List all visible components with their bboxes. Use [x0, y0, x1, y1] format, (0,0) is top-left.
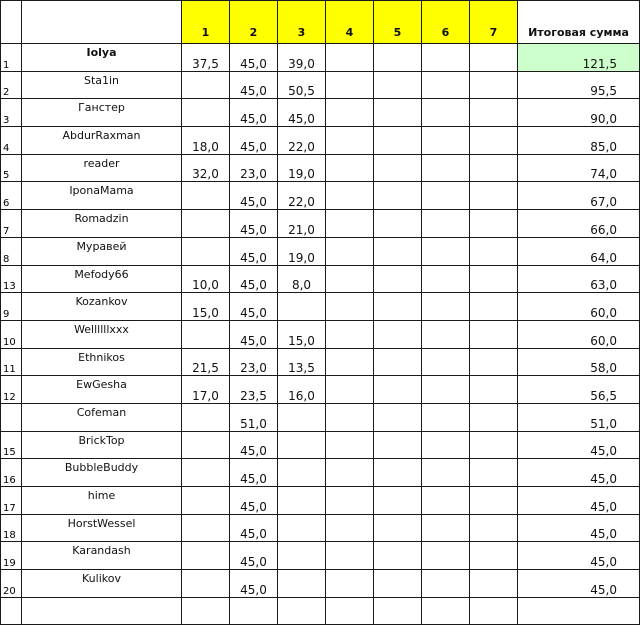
table-row	[1, 514, 640, 542]
stage-2-score-cell[interactable]: 45,0	[230, 44, 278, 72]
total-score-cell[interactable]: 58,0	[518, 348, 640, 376]
player-name-cell[interactable]: hime	[22, 487, 182, 515]
player-name-cell[interactable]: Iolya	[22, 44, 182, 72]
table-row	[1, 210, 640, 238]
total-score-cell[interactable]: 45,0	[518, 570, 640, 598]
player-name-cell[interactable]: Wellllllxxx	[22, 320, 182, 348]
stage-1-score-cell[interactable]: 18,0	[182, 127, 230, 155]
player-name-cell[interactable]: BrickTop	[22, 431, 182, 459]
stage-4-score-cell[interactable]	[326, 459, 374, 487]
player-name-cell[interactable]: BubbleBuddy	[22, 459, 182, 487]
stage-7-score-cell[interactable]	[470, 514, 518, 542]
player-name-cell[interactable]: Ethnikos	[22, 348, 182, 376]
rank-cell[interactable]: 9	[1, 293, 22, 321]
stage-5-score-cell[interactable]	[374, 487, 422, 515]
player-name-cell[interactable]: Kozankov	[22, 293, 182, 321]
stage-4-score-cell[interactable]	[326, 237, 374, 265]
rank-cell[interactable]: 4	[1, 127, 22, 155]
table-row	[1, 376, 640, 404]
stage-6-score-cell[interactable]	[422, 514, 470, 542]
stage-2-score-cell[interactable]: 45,0	[230, 71, 278, 99]
stage-4-score-cell[interactable]	[326, 99, 374, 127]
stage-4-score-cell[interactable]	[326, 348, 374, 376]
stage-2-score-cell[interactable]: 45,0	[230, 542, 278, 570]
stage-3-score-cell[interactable]: 22,0	[278, 182, 326, 210]
stage-6-score-cell[interactable]	[422, 99, 470, 127]
total-score-cell[interactable]: 45,0	[518, 459, 640, 487]
stage-2-score-cell[interactable]: 23,0	[230, 348, 278, 376]
header-total-cell[interactable]: Итоговая сумма	[518, 1, 640, 44]
stage-3-score-cell[interactable]: 39,0	[278, 44, 326, 72]
stage-7-score-cell[interactable]	[470, 99, 518, 127]
stage-6-score-cell[interactable]	[422, 154, 470, 182]
stage-4-score-cell[interactable]	[326, 514, 374, 542]
rank-cell[interactable]: 18	[1, 514, 22, 542]
stage-1-score-cell[interactable]	[182, 237, 230, 265]
stage-5-score-cell[interactable]	[374, 293, 422, 321]
stage-6-score-cell[interactable]	[422, 71, 470, 99]
player-name-cell[interactable]: Ганстер	[22, 99, 182, 127]
stage-5-score-cell[interactable]	[374, 431, 422, 459]
rank-cell[interactable]: 5	[1, 154, 22, 182]
stage-1-score-cell[interactable]: 37,5	[182, 44, 230, 72]
player-name-cell[interactable]: Cofeman	[22, 403, 182, 431]
stage-6-score-cell[interactable]	[422, 44, 470, 72]
table-row	[1, 320, 640, 348]
player-name-cell[interactable]: Kulikov	[22, 570, 182, 598]
stage-4-score-cell[interactable]	[326, 44, 374, 72]
rank-cell[interactable]	[1, 403, 22, 431]
table-row	[1, 348, 640, 376]
header-stage-1[interactable]: 1	[182, 1, 230, 44]
stage-3-score-cell[interactable]: 15,0	[278, 320, 326, 348]
rank-cell[interactable]: 16	[1, 459, 22, 487]
stage-7-score-cell[interactable]	[470, 570, 518, 598]
stage-3-score-cell[interactable]	[278, 542, 326, 570]
header-stage-6[interactable]: 6	[422, 1, 470, 44]
stage-3-score-cell[interactable]	[278, 514, 326, 542]
stage-6-score-cell[interactable]	[422, 210, 470, 238]
rank-cell[interactable]: 6	[1, 182, 22, 210]
stage-2-score-cell[interactable]: 45,0	[230, 99, 278, 127]
table-row	[1, 570, 640, 598]
stage-5-score-cell[interactable]	[374, 265, 422, 293]
player-name-cell[interactable]: HorstWessel	[22, 514, 182, 542]
rank-cell[interactable]: 7	[1, 210, 22, 238]
player-name-cell[interactable]: Karandash	[22, 542, 182, 570]
table-row	[1, 99, 640, 127]
stage-1-score-cell[interactable]	[182, 210, 230, 238]
stage-6-score-cell[interactable]	[422, 127, 470, 155]
rank-cell[interactable]: 17	[1, 487, 22, 515]
total-score-cell[interactable]: 74,0	[518, 154, 640, 182]
stage-6-score-cell[interactable]	[422, 237, 470, 265]
stage-5-score-cell[interactable]	[374, 403, 422, 431]
stage-2-score-cell[interactable]: 45,0	[230, 293, 278, 321]
stage-3-score-cell[interactable]	[278, 293, 326, 321]
stage-3-score-cell[interactable]: 19,0	[278, 154, 326, 182]
stage-6-score-cell[interactable]	[422, 265, 470, 293]
total-score-cell[interactable]: 64,0	[518, 237, 640, 265]
stage-7-score-cell[interactable]	[470, 210, 518, 238]
stage-5-score-cell[interactable]	[374, 348, 422, 376]
stage-3-score-cell[interactable]	[278, 431, 326, 459]
stage-5-score-cell[interactable]	[374, 71, 422, 99]
stage-7-score-cell[interactable]	[470, 320, 518, 348]
player-name-cell[interactable]: Муравей	[22, 237, 182, 265]
stage-5-score-cell[interactable]	[374, 44, 422, 72]
stage-1-score-cell[interactable]	[182, 597, 230, 625]
header-rank-cell[interactable]	[1, 1, 22, 44]
total-score-cell[interactable]: 45,0	[518, 514, 640, 542]
stage-5-score-cell[interactable]	[374, 127, 422, 155]
table-row	[1, 487, 640, 515]
stage-7-score-cell[interactable]	[470, 348, 518, 376]
stage-3-score-cell[interactable]: 22,0	[278, 127, 326, 155]
table-row	[1, 403, 640, 431]
header-stage-4[interactable]: 4	[326, 1, 374, 44]
stage-4-score-cell[interactable]	[326, 376, 374, 404]
table-row	[1, 293, 640, 321]
table-row	[1, 71, 640, 99]
total-score-cell[interactable]: 90,0	[518, 99, 640, 127]
player-name-cell[interactable]: EwGesha	[22, 376, 182, 404]
stage-4-score-cell[interactable]	[326, 71, 374, 99]
header-stage-5[interactable]: 5	[374, 1, 422, 44]
rank-cell[interactable]	[1, 597, 22, 625]
rank-cell[interactable]: 11	[1, 348, 22, 376]
stage-3-score-cell[interactable]: 45,0	[278, 99, 326, 127]
stage-1-score-cell[interactable]	[182, 320, 230, 348]
rank-cell[interactable]: 13	[1, 265, 22, 293]
table-row	[1, 127, 640, 155]
stage-1-score-cell[interactable]	[182, 570, 230, 598]
rank-cell[interactable]: 8	[1, 237, 22, 265]
rank-cell[interactable]: 10	[1, 320, 22, 348]
stage-6-score-cell[interactable]	[422, 459, 470, 487]
stage-1-score-cell[interactable]	[182, 71, 230, 99]
table-row	[1, 459, 640, 487]
stage-1-score-cell[interactable]	[182, 99, 230, 127]
stage-2-score-cell[interactable]	[230, 597, 278, 625]
stage-3-score-cell[interactable]: 8,0	[278, 265, 326, 293]
stage-6-score-cell[interactable]	[422, 320, 470, 348]
stage-7-score-cell[interactable]	[470, 293, 518, 321]
stage-7-score-cell[interactable]	[470, 542, 518, 570]
stage-4-score-cell[interactable]	[326, 182, 374, 210]
stage-7-score-cell[interactable]	[470, 487, 518, 515]
stage-6-score-cell[interactable]	[422, 293, 470, 321]
total-score-cell[interactable]: 60,0	[518, 320, 640, 348]
table-row	[1, 44, 640, 72]
stage-5-score-cell[interactable]	[374, 99, 422, 127]
table-row	[1, 265, 640, 293]
stage-7-score-cell[interactable]	[470, 154, 518, 182]
stage-2-score-cell[interactable]: 23,0	[230, 154, 278, 182]
table-row	[1, 154, 640, 182]
rank-cell[interactable]: 1	[1, 44, 22, 72]
stage-2-score-cell[interactable]: 45,0	[230, 182, 278, 210]
stage-6-score-cell[interactable]	[422, 431, 470, 459]
stage-5-score-cell[interactable]	[374, 182, 422, 210]
stage-6-score-cell[interactable]	[422, 348, 470, 376]
total-score-cell[interactable]: 66,0	[518, 210, 640, 238]
player-name-cell[interactable]: IponaMama	[22, 182, 182, 210]
rank-cell[interactable]: 15	[1, 431, 22, 459]
stage-1-score-cell[interactable]	[182, 542, 230, 570]
stage-2-score-cell[interactable]: 45,0	[230, 431, 278, 459]
stage-2-score-cell[interactable]: 45,0	[230, 237, 278, 265]
stage-1-score-cell[interactable]: 10,0	[182, 265, 230, 293]
stage-3-score-cell[interactable]: 16,0	[278, 376, 326, 404]
stage-1-score-cell[interactable]	[182, 403, 230, 431]
stage-1-score-cell[interactable]: 17,0	[182, 376, 230, 404]
stage-7-score-cell[interactable]	[470, 403, 518, 431]
stage-3-score-cell[interactable]: 13,5	[278, 348, 326, 376]
stage-4-score-cell[interactable]	[326, 127, 374, 155]
stage-7-score-cell[interactable]	[470, 431, 518, 459]
stage-1-score-cell[interactable]	[182, 514, 230, 542]
stage-3-score-cell[interactable]: 21,0	[278, 210, 326, 238]
stage-3-score-cell[interactable]	[278, 570, 326, 598]
stage-5-score-cell[interactable]	[374, 459, 422, 487]
stage-7-score-cell[interactable]	[470, 237, 518, 265]
stage-6-score-cell[interactable]	[422, 570, 470, 598]
total-score-cell[interactable]: 56,5	[518, 376, 640, 404]
total-score-cell[interactable]: 60,0	[518, 293, 640, 321]
stage-4-score-cell[interactable]	[326, 320, 374, 348]
stage-4-score-cell[interactable]	[326, 570, 374, 598]
stage-7-score-cell[interactable]	[470, 265, 518, 293]
stage-2-score-cell[interactable]: 45,0	[230, 210, 278, 238]
rank-cell[interactable]: 2	[1, 71, 22, 99]
total-score-cell[interactable]: 121,5	[518, 44, 640, 72]
rank-cell[interactable]: 12	[1, 376, 22, 404]
stage-3-score-cell[interactable]	[278, 487, 326, 515]
table-row	[1, 237, 640, 265]
stage-6-score-cell[interactable]	[422, 376, 470, 404]
stage-5-score-cell[interactable]	[374, 237, 422, 265]
stage-7-score-cell[interactable]	[470, 44, 518, 72]
stage-6-score-cell[interactable]	[422, 597, 470, 625]
stage-1-score-cell[interactable]: 21,5	[182, 348, 230, 376]
player-name-cell[interactable]	[22, 597, 182, 625]
stage-6-score-cell[interactable]	[422, 403, 470, 431]
stage-1-score-cell[interactable]	[182, 431, 230, 459]
stage-3-score-cell[interactable]	[278, 459, 326, 487]
stage-2-score-cell[interactable]: 45,0	[230, 487, 278, 515]
stage-1-score-cell[interactable]	[182, 459, 230, 487]
stage-5-score-cell[interactable]	[374, 597, 422, 625]
stage-4-score-cell[interactable]	[326, 210, 374, 238]
stage-4-score-cell[interactable]	[326, 154, 374, 182]
stage-1-score-cell[interactable]	[182, 182, 230, 210]
player-name-cell[interactable]: Mefody66	[22, 265, 182, 293]
stage-7-score-cell[interactable]	[470, 376, 518, 404]
stage-3-score-cell[interactable]: 50,5	[278, 71, 326, 99]
header-name-cell[interactable]	[22, 1, 182, 44]
stage-7-score-cell[interactable]	[470, 597, 518, 625]
stage-2-score-cell[interactable]: 45,0	[230, 127, 278, 155]
stage-4-score-cell[interactable]	[326, 293, 374, 321]
stage-2-score-cell[interactable]: 45,0	[230, 459, 278, 487]
total-score-cell[interactable]: 95,5	[518, 71, 640, 99]
stage-3-score-cell[interactable]: 19,0	[278, 237, 326, 265]
stage-7-score-cell[interactable]	[470, 459, 518, 487]
stage-7-score-cell[interactable]	[470, 182, 518, 210]
player-name-cell[interactable]: AbdurRaxman	[22, 127, 182, 155]
total-score-cell[interactable]: 45,0	[518, 542, 640, 570]
stage-3-score-cell[interactable]	[278, 403, 326, 431]
header-stage-2[interactable]: 2	[230, 1, 278, 44]
stage-6-score-cell[interactable]	[422, 487, 470, 515]
stage-4-score-cell[interactable]	[326, 487, 374, 515]
stage-2-score-cell[interactable]: 45,0	[230, 570, 278, 598]
total-score-cell[interactable]: 45,0	[518, 487, 640, 515]
stage-2-score-cell[interactable]: 51,0	[230, 403, 278, 431]
stage-5-score-cell[interactable]	[374, 210, 422, 238]
header-row	[1, 1, 640, 44]
table-row	[1, 597, 640, 625]
stage-4-score-cell[interactable]	[326, 431, 374, 459]
total-score-cell[interactable]: 51,0	[518, 403, 640, 431]
total-score-cell[interactable]: 45,0	[518, 431, 640, 459]
rank-cell[interactable]: 20	[1, 570, 22, 598]
stage-3-score-cell[interactable]	[278, 597, 326, 625]
stage-6-score-cell[interactable]	[422, 542, 470, 570]
stage-5-score-cell[interactable]	[374, 376, 422, 404]
stage-4-score-cell[interactable]	[326, 597, 374, 625]
rank-cell[interactable]: 19	[1, 542, 22, 570]
stage-5-score-cell[interactable]	[374, 514, 422, 542]
player-name-cell[interactable]: Romadzin	[22, 210, 182, 238]
stage-4-score-cell[interactable]	[326, 542, 374, 570]
stage-4-score-cell[interactable]	[326, 403, 374, 431]
stage-5-score-cell[interactable]	[374, 320, 422, 348]
stage-5-score-cell[interactable]	[374, 542, 422, 570]
header-stage-3[interactable]: 3	[278, 1, 326, 44]
stage-4-score-cell[interactable]	[326, 265, 374, 293]
stage-5-score-cell[interactable]	[374, 570, 422, 598]
player-name-cell[interactable]: reader	[22, 154, 182, 182]
table-row	[1, 431, 640, 459]
table-row	[1, 182, 640, 210]
stage-2-score-cell[interactable]: 45,0	[230, 514, 278, 542]
stage-5-score-cell[interactable]	[374, 154, 422, 182]
total-score-cell[interactable]: 63,0	[518, 265, 640, 293]
stage-2-score-cell[interactable]: 23,5	[230, 376, 278, 404]
rank-cell[interactable]: 3	[1, 99, 22, 127]
stage-7-score-cell[interactable]	[470, 71, 518, 99]
stage-1-score-cell[interactable]	[182, 487, 230, 515]
stage-2-score-cell[interactable]: 45,0	[230, 320, 278, 348]
stage-7-score-cell[interactable]	[470, 127, 518, 155]
total-score-cell[interactable]	[518, 597, 640, 625]
table-row	[1, 542, 640, 570]
stage-1-score-cell[interactable]: 32,0	[182, 154, 230, 182]
total-score-cell[interactable]: 67,0	[518, 182, 640, 210]
stage-2-score-cell[interactable]: 45,0	[230, 265, 278, 293]
stage-1-score-cell[interactable]: 15,0	[182, 293, 230, 321]
player-name-cell[interactable]: Sta1in	[22, 71, 182, 99]
total-score-cell[interactable]: 85,0	[518, 127, 640, 155]
stage-6-score-cell[interactable]	[422, 182, 470, 210]
header-stage-7[interactable]: 7	[470, 1, 518, 44]
